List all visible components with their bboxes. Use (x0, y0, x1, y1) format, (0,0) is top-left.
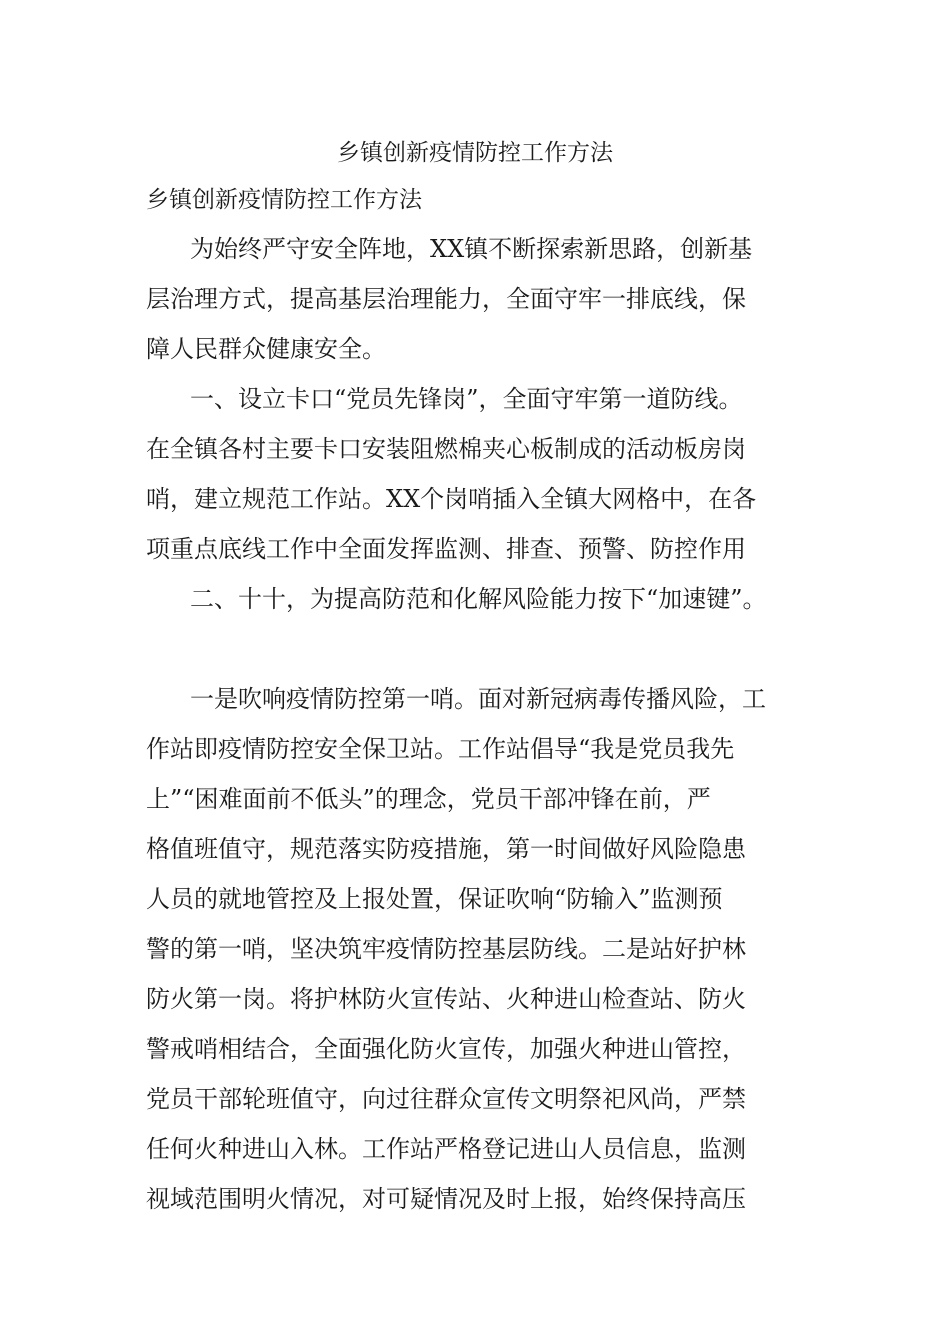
paragraph-line: 警的第一哨，坚决筑牢疫情防控基层防线。二是站好护林 (146, 935, 746, 963)
paragraph-line: 任何火种进山入林。工作站严格登记进山人员信息，监测 (146, 1135, 746, 1163)
paragraph-line: 项重点底线工作中全面发挥监测、排查、预警、防控作用 (146, 535, 746, 563)
paragraph-line: 作站即疫情防控安全保卫站。工作站倡导“我是党员我先 (146, 735, 735, 763)
paragraph-line: 一是吹响疫情防控第一哨。面对新冠病毒传播风险，工 (190, 685, 766, 713)
paragraph-line: 层治理方式，提高基层治理能力，全面守牢一排底线，保 (146, 285, 746, 313)
paragraph-line: 障人民群众健康安全。 (146, 335, 386, 363)
paragraph-line: 上”“困难面前不低头”的理念，党员干部冲锋在前，严 (146, 785, 711, 813)
paragraph-line: 人员的就地管控及上报处置，保证吹响“防输入”监测预 (146, 885, 723, 913)
paragraph-line: 哨，建立规范工作站。XX个岗哨插入全镇大网格中，在各 (146, 485, 757, 513)
paragraph-line: 在全镇各村主要卡口安装阻燃棉夹心板制成的活动板房岗 (146, 435, 746, 463)
paragraph-line: 视域范围明火情况，对可疑情况及时上报，始终保持高压 (146, 1185, 746, 1213)
paragraph-line: 警戒哨相结合，全面强化防火宣传，加强火种进山管控， (146, 1035, 746, 1063)
paragraph-line: 为始终严守安全阵地，XX镇不断探索新思路，创新基 (190, 235, 753, 263)
document-subtitle: 乡镇创新疫情防控工作方法 (146, 187, 422, 213)
section-heading-2: 二、十十，为提高防范和化解风险能力按下“加速键”。 (190, 585, 767, 613)
paragraph-line: 防火第一岗。将护林防火宣传站、火种进山检查站、防火 (146, 985, 746, 1013)
paragraph-line: 格值班值守，规范落实防疫措施，第一时间做好风险隐患 (146, 835, 746, 863)
paragraph-line: 党员干部轮班值守，向过往群众宣传文明祭祀风尚，严禁 (146, 1085, 746, 1113)
section-heading-1: 一、设立卡口“党员先锋岗”，全面守牢第一道防线。 (190, 385, 743, 413)
document-title: 乡镇创新疫情防控工作方法 (337, 140, 613, 166)
